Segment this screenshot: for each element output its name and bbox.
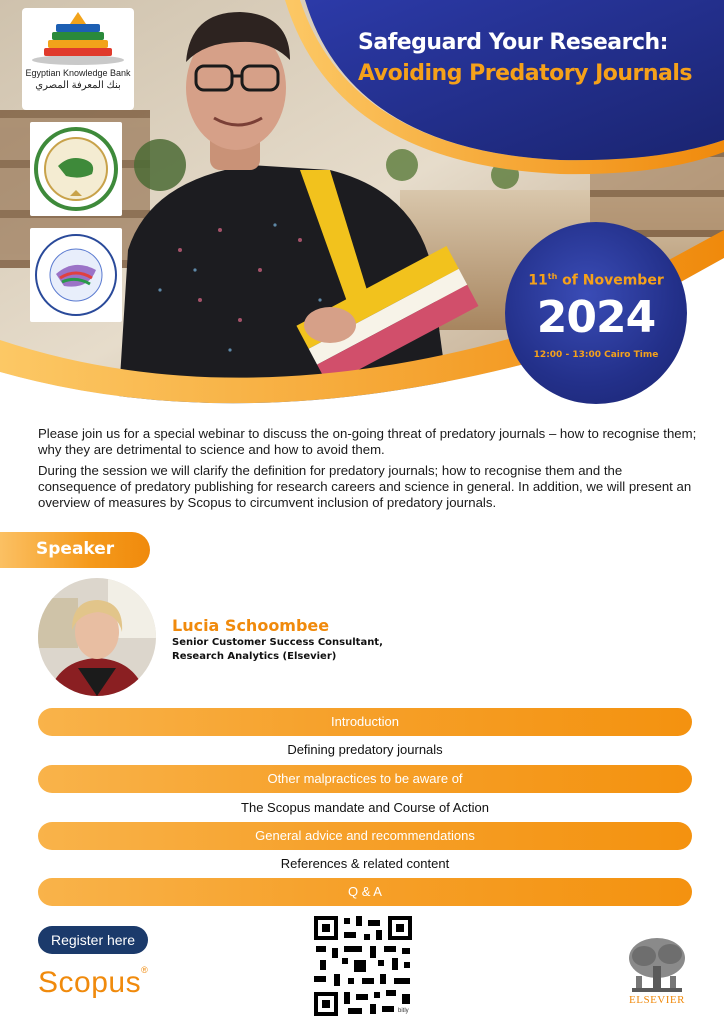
description-paragraph: Please join us for a special webinar to discuss the on-going threat of predatory journals – how to recognise them; why they are detrimental to science and how to avoid them.	[38, 426, 697, 457]
qr-provider-label: bitly	[398, 1008, 409, 1014]
event-date-badge	[505, 222, 687, 404]
agenda-item: General advice and recommendations	[38, 822, 692, 850]
register-button[interactable]: Register here	[38, 926, 148, 954]
registration-qr-code[interactable]	[314, 916, 412, 1016]
title-line-2: Avoiding Predatory Journals	[358, 61, 693, 86]
agenda-item: Defining predatory journals	[287, 742, 443, 757]
elsevier-logo-text: ELSEVIER	[629, 994, 685, 1006]
event-time: 12:00 - 13:00 Cairo Time	[533, 350, 659, 360]
description-paragraph: During the session we will clarify the definition for predatory journals; how to recognise them and the consequence of predatory publishing for research careers and science in general. In addition, we will present an overview of measures by Scopus to circumvent inclusion of predatory journals.	[38, 463, 692, 510]
event-title	[358, 28, 708, 90]
ekb-logo	[22, 8, 134, 110]
event-year: 2024	[536, 292, 656, 343]
agenda-item: The Scopus mandate and Course of Action	[241, 800, 489, 815]
event-description	[38, 426, 698, 516]
books-stack-icon	[22, 8, 134, 68]
laurel-seal-icon	[30, 122, 122, 216]
scopus-logo: Scopus®	[38, 965, 149, 999]
agenda-item: Q & A	[38, 878, 692, 906]
agenda-item: Introduction	[38, 708, 692, 736]
title-line-1: Safeguard Your Research:	[358, 30, 668, 55]
agenda-item: References & related content	[280, 856, 450, 871]
ekb-name-ar: بنك المعرفة المصري	[35, 80, 121, 91]
arab-universities-badge	[30, 122, 122, 216]
speaker-role: Senior Customer Success Consultant, Research Analytics (Elsevier)	[172, 637, 383, 662]
speaker-avatar	[38, 578, 156, 696]
scientific-research-badge	[30, 228, 122, 322]
event-day: 11th of November	[528, 272, 664, 289]
globe-seal-icon	[30, 228, 122, 322]
ekb-name-en: Egyptian Knowledge Bank	[25, 68, 131, 78]
speaker-name: Lucia Schoombee	[172, 616, 330, 635]
agenda-item: Other malpractices to be aware of	[38, 765, 692, 793]
speaker-section-label: Speaker	[0, 532, 150, 568]
